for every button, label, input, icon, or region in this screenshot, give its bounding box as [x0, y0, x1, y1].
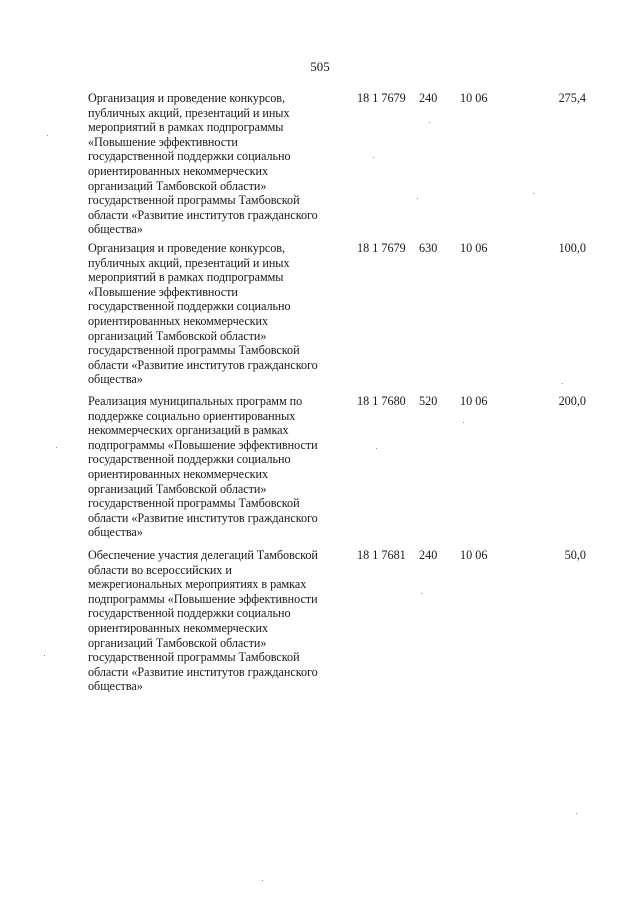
description-line: государственной программы Тамбовской [88, 343, 300, 358]
description-line: области «Развитие институтов гражданского [88, 664, 318, 679]
scan-speck [562, 383, 563, 384]
description-line: организаций Тамбовской области» [88, 481, 267, 496]
description-line: «Повышение эффективности [88, 134, 238, 149]
target-code: 18 1 7679 [357, 241, 406, 255]
target-code: 18 1 7679 [357, 91, 406, 105]
scan-speck [576, 813, 577, 814]
description-line: подпрограммы «Повышение эффективности [88, 437, 318, 452]
amount: 275,4 [558, 91, 586, 105]
description-line: общества» [88, 525, 143, 540]
description-line: общества» [88, 222, 143, 237]
description-line: государственной поддержки социально [88, 299, 291, 314]
description-line: Организация и проведение конкурсов, [88, 91, 285, 105]
description-line: Организация и проведение конкурсов, [88, 241, 285, 255]
description-line: ориентированных некоммерческих [88, 466, 269, 481]
budget-section: 10 06 [460, 241, 488, 255]
amount: 50,0 [564, 548, 586, 562]
scan-speck [417, 198, 418, 199]
expense-type: 520 [419, 394, 438, 408]
description-line: Обеспечение участия делегаций Тамбовской [88, 548, 318, 562]
description-line: государственной программы Тамбовской [88, 650, 300, 665]
scan-speck [56, 447, 57, 448]
description-line: организаций Тамбовской области» [88, 178, 267, 193]
description-line: общества» [88, 679, 143, 694]
description-line: государственной поддержки социально [88, 606, 291, 621]
description-line: мероприятий в рамках подпрограммы [88, 270, 284, 285]
description-line: государственной поддержки социально [88, 149, 291, 164]
expense-type: 240 [419, 548, 438, 562]
amount: 200,0 [558, 394, 586, 408]
description-line: области «Развитие институтов гражданского [88, 207, 318, 222]
description-line: ориентированных некоммерческих [88, 313, 269, 328]
expense-type: 630 [419, 241, 438, 255]
description-line: некоммерческих организаций в рамках [88, 423, 289, 438]
scan-speck [44, 655, 45, 656]
description-line: общества» [88, 372, 143, 387]
description-line: ориентированных некоммерческих [88, 163, 269, 178]
description-line: государственной программы Тамбовской [88, 496, 300, 511]
scan-speck [533, 193, 534, 194]
description-line: государственной программы Тамбовской [88, 193, 300, 208]
description-line: «Повышение эффективности [88, 284, 238, 299]
target-code: 18 1 7681 [357, 548, 406, 562]
description-line: межрегиональных мероприятиях в рамках [88, 577, 307, 592]
scan-speck [421, 593, 422, 594]
description-line: ориентированных некоммерческих [88, 620, 269, 635]
target-code: 18 1 7680 [357, 394, 406, 408]
budget-section: 10 06 [460, 394, 488, 408]
amount: 100,0 [558, 241, 586, 255]
description-line: подпрограммы «Повышение эффективности [88, 591, 318, 606]
description-line: организаций Тамбовской области» [88, 635, 267, 650]
row-description [88, 394, 350, 540]
description-line: публичных акций, презентаций и иных [88, 255, 290, 270]
description-line: государственной поддержки социально [88, 452, 291, 467]
expense-type: 240 [419, 91, 438, 105]
budget-section: 10 06 [460, 548, 488, 562]
budget-section: 10 06 [460, 91, 488, 105]
description-line: публичных акций, презентаций и иных [88, 105, 290, 120]
description-line: мероприятий в рамках подпрограммы [88, 120, 284, 135]
scan-speck [373, 157, 374, 158]
description-line: Реализация муниципальных программ по [88, 394, 303, 408]
description-line: области «Развитие институтов гражданского [88, 510, 318, 525]
scan-speck [463, 422, 464, 423]
scan-speck [376, 448, 377, 449]
row-description [88, 91, 350, 237]
row-description [88, 241, 350, 387]
description-line: области во всероссийских и [88, 562, 232, 577]
page-number: 505 [310, 59, 330, 74]
scan-speck [262, 880, 263, 881]
row-description [88, 548, 350, 694]
description-line: поддержке социально ориентированных [88, 408, 296, 423]
description-line: организаций Тамбовской области» [88, 328, 267, 343]
scan-speck [429, 122, 430, 123]
description-line: области «Развитие институтов гражданского [88, 357, 318, 372]
scan-speck [47, 135, 48, 136]
